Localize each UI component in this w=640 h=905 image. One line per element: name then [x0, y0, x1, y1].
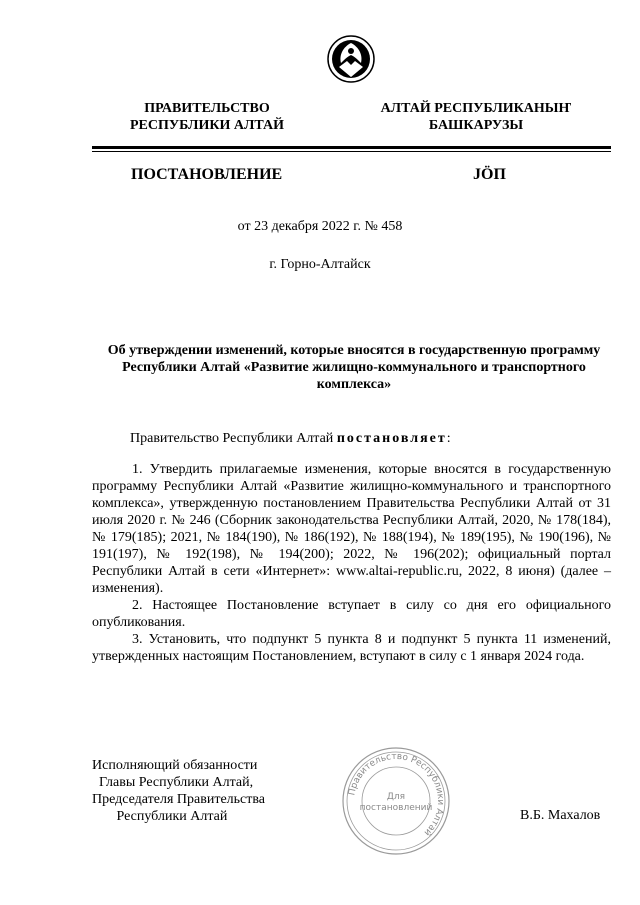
paragraph-3: 3. Установить, что подпункт 5 пункта 8 и подпункт 5 пункта 11 изменений, утвержденных настоящим Постановлением, вступают в силу с 1 января 2024 года. — [92, 632, 611, 664]
header-right-line1: АЛТАЙ РЕСПУБЛИКАНЫҤ — [380, 101, 572, 116]
stamp-center-line1: Для — [386, 792, 406, 802]
city: г. Горно-Алтайск — [269, 257, 371, 272]
header-left — [112, 100, 302, 134]
position-line-4: Республики Алтай — [92, 809, 228, 824]
date-line: от 23 декабря 2022 г. № 458 — [237, 219, 403, 234]
header-right — [378, 100, 574, 134]
preamble-emphasis: постановляет — [336, 431, 447, 446]
position-line-1: Исполняющий обязанности — [92, 758, 258, 773]
document-title: Об утверждении изменений, которые вносятся в государственную программу Республики Алтай «Развитие жилищно-коммунального и транспортного комплекса» — [107, 343, 601, 392]
stamp-center-line2: постановлений — [359, 803, 433, 813]
preamble-tail: : — [446, 431, 451, 446]
official-stamp — [340, 745, 452, 857]
header-left-line2: РЕСПУБЛИКИ АЛТАЙ — [129, 118, 285, 133]
doc-type-ru: ПОСТАНОВЛЕНИЕ — [131, 166, 283, 183]
signatory-position — [92, 757, 265, 825]
header-divider-thick — [92, 146, 611, 149]
preamble-text: Правительство Республики Алтай — [130, 431, 337, 446]
signatory-name: В.Б. Махалов — [520, 808, 601, 823]
preamble — [130, 430, 451, 447]
header-right-line2: БАШКАРУЗЫ — [428, 118, 524, 133]
header-left-line1: ПРАВИТЕЛЬСТВО — [144, 101, 270, 116]
resolution-paragraphs — [92, 461, 611, 665]
paragraph-1: 1. Утвердить прилагаемые изменения, которые вносятся в государственную программу Республики Алтай «Развитие жилищно-коммунального и транспортного комплекса», утвержденную постановлением Правительства Республики Алтай от 31 июля 2020 г. № 246 (Сборник законодательства Республики Алтай, 2020, № 178(184), № 179(185); 2021, № 184(190), № 186(192), № 188(194), № 189(195), № 190(196), № 191(197), № 192(198), № 194(200); 2022, № 196(202); официальный портал Республики Алтай в сети «Интернет»: www.altai-republic.ru, 2022, 8 июня) (далее – изменения). — [92, 462, 611, 596]
coat-of-arms-icon — [327, 33, 375, 85]
stamp-ring-textpath: Правительство Республики Алтай — [347, 751, 446, 838]
position-line-2: Главы Республики Алтай, — [92, 775, 254, 790]
position-line-3: Председателя Правительства — [92, 792, 266, 807]
paragraph-2: 2. Настоящее Постановление вступает в силу со дня его официального опубликования. — [92, 598, 611, 630]
header-divider-thin — [92, 151, 611, 152]
doc-type-alt: JÖП — [473, 166, 506, 183]
